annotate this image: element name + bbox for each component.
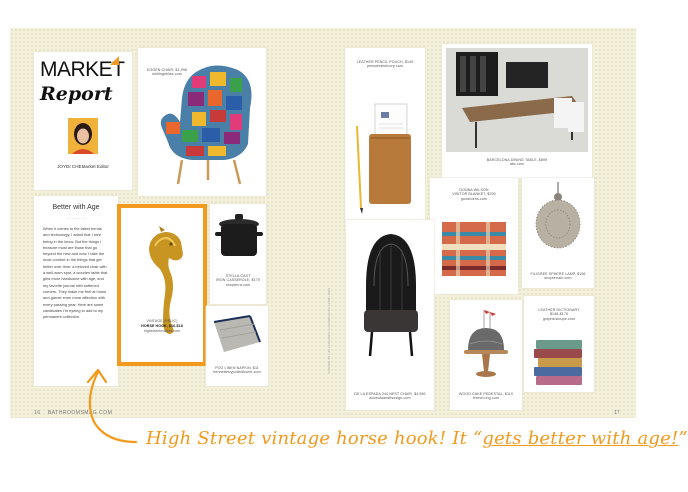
filigree-lamp-image xyxy=(528,182,588,252)
article-divider: - - - - - - - - xyxy=(66,215,86,220)
hook-caption-url: highstreetmarket.com xyxy=(143,329,181,333)
hook-caption-prefix: VINTAGE (RELIC) xyxy=(146,319,178,323)
editor-byline: JOYDI CHEMarket Editor xyxy=(57,164,109,169)
pencil-pouch-card xyxy=(345,48,425,228)
pot-caption: STELLA CAST IRON CASSEROLE, $175 shopterra.com xyxy=(216,274,260,287)
left-page-site: BATHROOMSMAG.COM xyxy=(47,410,113,416)
lamp-caption: FILIGREE SPHERE LAMP, $196 shopterrain.com xyxy=(530,272,586,281)
handwritten-caption xyxy=(146,428,688,449)
leather-books-image xyxy=(532,336,588,388)
caption-underlined: gets better with age! xyxy=(482,428,679,449)
article-body: When it comes to the latest trends and technology, I admit that I love being in the know. But the things I treasure most are those that go beyond the new and now. I take the most comfort in the things that get better over time: a beloved chair with a well-worn spot, a wooden table that gets more handsome with age, and my favorite journal with softened corners. They make me feel at home and garner even more affection with every passing year. Here are some candidates I'm eyeing to add to my permanent collection. xyxy=(43,226,108,320)
canopy-chair-card xyxy=(346,220,434,410)
patchwork-chair-image xyxy=(152,62,262,188)
market-title: MARKET xyxy=(40,58,125,81)
orange-arrow xyxy=(76,360,156,450)
chair-caption: EGGEN CHAIR, $1,998 whitingsbliss.com xyxy=(146,68,188,77)
lamp-card xyxy=(522,178,594,288)
cake-caption: WOOD CAKE PEDESTAL, $119 freecin.ing.com xyxy=(459,392,513,401)
dining-table-image xyxy=(446,48,588,152)
left-page-num: 16 xyxy=(34,410,41,416)
pencil-caption: LEATHER PENCIL POUCH, $149 pensofesbelcorp.com xyxy=(356,60,414,69)
canopy-caption: DE LA ESPADA 244 NEST CHAIR, $4,980 adoeutdandfisosign.com xyxy=(354,392,426,401)
leather-pouch-image xyxy=(349,88,423,224)
right-page-number: 17 xyxy=(614,410,620,416)
table-caption: BARCELONA DINING TABLE, $899 abc.com xyxy=(486,158,548,167)
market-report-card xyxy=(34,52,132,190)
report-title: Report xyxy=(40,83,113,105)
article-title: Better with Age xyxy=(52,204,100,211)
dining-table-card xyxy=(442,44,592,178)
cake-pedestal-image xyxy=(456,306,516,386)
horse-hook-card xyxy=(117,204,207,366)
hook-caption-name: HORSE HOOK, $16-$18 xyxy=(141,324,183,328)
books-caption: LEATHER DICTIONARY $148-$176 graphicstoupe.com xyxy=(538,308,580,321)
blanket-card xyxy=(430,178,518,294)
linen-napkin-image xyxy=(210,312,264,356)
orange-corner-mark xyxy=(110,56,119,65)
caption-part1: High Street vintage horse hook! It “ xyxy=(146,428,483,449)
blanket-caption: DONNA WILSON VISITOR BLANKET, $290 goodnorns.com xyxy=(452,188,496,201)
gutter-credit: HIMS UBEST PHOTOGRAPHY, COURTESY OF THE BRANDS xyxy=(327,288,331,374)
napkin-card xyxy=(206,306,268,386)
caption-part3: ” xyxy=(678,428,688,449)
chair-card xyxy=(138,48,266,196)
woven-blanket-image xyxy=(438,218,510,280)
cake-pedestal-card xyxy=(450,300,522,410)
napkin-caption: POG LINEN NAPKIN, $11 bennetterrypottedhome.com xyxy=(213,366,261,375)
cast-iron-pot-image xyxy=(214,212,264,268)
editor-photo xyxy=(68,118,98,154)
canopy-chair-image xyxy=(354,230,428,360)
books-card xyxy=(524,296,594,392)
pot-card xyxy=(210,204,266,304)
article-card xyxy=(34,196,118,386)
